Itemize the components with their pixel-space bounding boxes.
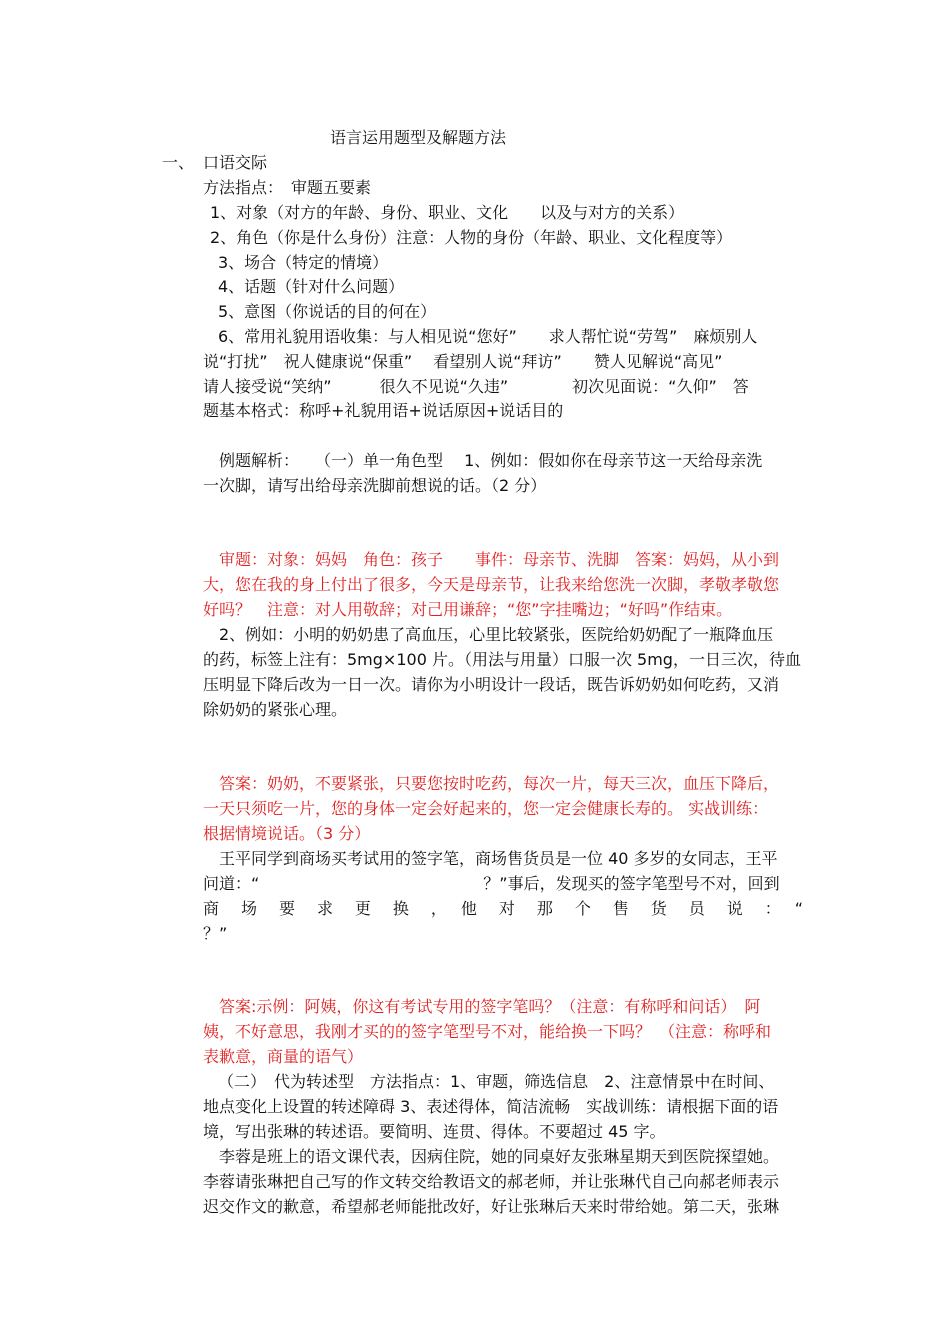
story-line: 李蓉请张琳把自己写的作文转交给教语文的郝老师，并让张琳代自己向郝老师表示 — [203, 1172, 780, 1191]
method-intro: 方法指点： 审题五要素 — [203, 178, 372, 197]
polite-line: 请人接受说“笑纳” 很久不见说“久违” 初次见面说：“久仰” 答 — [203, 377, 749, 396]
element-item: 3、场合（特定的情境） — [218, 253, 389, 272]
type-two-line: （二） 代为转述型 方法指点：1、审题，筛选信息 2、注意情景中在时间、 — [218, 1072, 775, 1091]
example-line: 除奶奶的紧张心理。 — [203, 700, 348, 719]
polite-line: 说“打扰” 祝人健康说“保重” 看望别人说“拜访” 赞人见解说“高见” — [203, 352, 723, 371]
practice-line: 问道：“ ？”事后，发现买的签字笔型号不对，回到 — [203, 874, 780, 893]
type-two-line: 境，写出张琳的转述语。要简明、连贯、得体。不要超过 45 字。 — [203, 1122, 666, 1141]
example-line: 一次脚，请写出给母亲洗脚前想说的话。（2 分） — [203, 476, 547, 495]
answer-line: 姨，不好意思，我刚才买的的签字笔型号不对，能给换一下吗？ （注意：称呼和 — [203, 1022, 772, 1041]
element-item: 2、角色（你是什么身份）注意：人物的身份（年龄、职业、文化程度等） — [210, 228, 733, 247]
section-heading: 口语交际 — [203, 153, 268, 172]
example-line: 的药，标签上注有：5mg×100 片。（用法与用量）口服一次 5mg，一日三次，待血 — [203, 650, 801, 669]
element-item: 1、对象（对方的年龄、身份、职业、文化 以及与对方的关系） — [210, 203, 685, 222]
story-line: 李蓉是班上的语文课代表，因病住院，她的同桌好友张琳星期天到医院探望她。 — [203, 1147, 780, 1166]
polite-line: 6、常用礼貌用语收集：与人相见说“您好” 求人帮忙说“劳驾” 麻烦别人 — [218, 327, 758, 346]
answer-line: 表歉意，商量的语气） — [203, 1047, 364, 1066]
element-item: 4、话题（针对什么问题） — [218, 277, 405, 296]
type-two-line: 地点变化上设置的转述障碍 3、表述得体，简洁流畅 实战训练：请根据下面的语 — [203, 1097, 779, 1116]
element-item: 5、意图（你说话的目的何在） — [218, 302, 437, 321]
answer-line: 好吗？ 注意：对人用敬辞；对己用谦辞；“您”字挂嘴边；“好吗”作结束。 — [203, 600, 733, 619]
example-line: 例题解析： （一）单一角色型 1、例如：假如你在母亲节这一天给母亲洗 — [203, 451, 763, 470]
practice-line: 商 场 要 求 更 换 ， 他 对 那 个 售 货 员 说 ： “ — [203, 899, 803, 918]
answer-line: 答案：奶奶，不要紧张，只要您按时吃药，每次一片，每天三次，血压下降后， — [203, 774, 780, 793]
story-line: 迟交作文的歉意，希望郝老师能批改好，好让张琳后天来时带给她。第二天，张琳 — [203, 1197, 780, 1216]
answer-line: 一天只须吃一片，您的身体一定会好起来的，您一定会健康长寿的。 实战训练： — [203, 799, 769, 818]
example-line: 2、例如：小明的奶奶患了高血压，心里比较紧张，医院给奶奶配了一瓶降血压 — [203, 625, 774, 644]
practice-line: ？” — [203, 924, 228, 943]
answer-line: 根据情境说话。（3 分） — [203, 824, 371, 843]
polite-line: 题基本格式：称呼+礼貌用语+说话原因+说话目的 — [203, 401, 564, 420]
answer-line: 大，您在我的身上付出了很多，今天是母亲节，让我来给您洗一次脚，孝敬孝敬您 — [203, 575, 780, 594]
answer-line: 答案:示例：阿姨，你这有考试专用的签字笔吗？（注意：有称呼和问话） 阿 — [203, 997, 761, 1016]
section-number: 一、 — [162, 153, 195, 172]
document-title: 语言运用题型及解题方法 — [330, 128, 507, 147]
answer-line: 审题：对象：妈妈 角色：孩子 事件：母亲节、洗脚 答案：妈妈，从小到 — [203, 550, 780, 569]
example-line: 压明显下降后改为一日一次。请你为小明设计一段话，既告诉奶奶如何吃药，又消 — [203, 675, 780, 694]
practice-line: 王平同学到商场买考试用的签字笔，商场售货员是一位 40 多岁的女同志，王平 — [203, 849, 778, 868]
